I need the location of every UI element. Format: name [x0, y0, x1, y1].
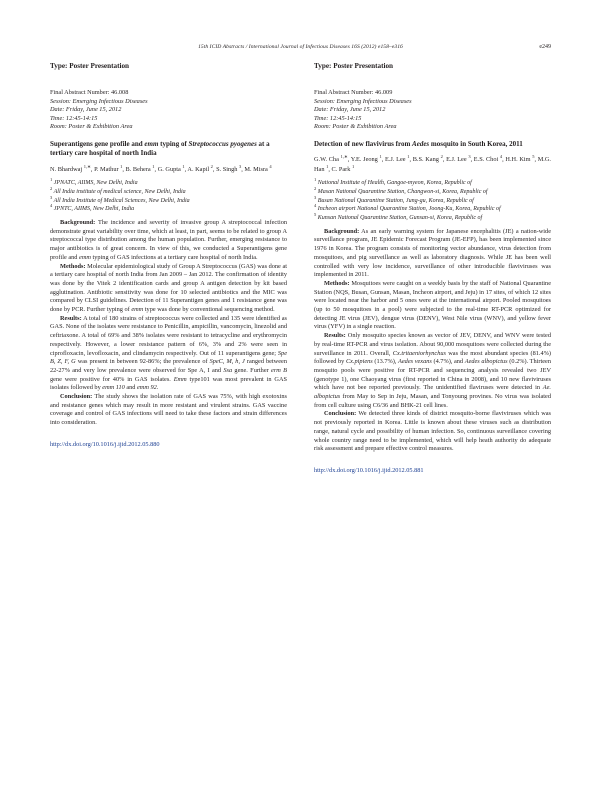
abstract-paragraph: Methods: Molecular epidemiological study of Group A Streptococcus (GAS) was done at a tertiary care hospital of north India from Jan 2009 – Jan 2012. The confirmation of identity was done by the Vitek 2 identification cards and group A antigen detection by kit based agglutination. Antibiotic sensitivity was done for 10 selected antibiotics and the MIC was compared by CLSI guidelines. Detection of 11 Superantigen genes and 1 resistance gene was done by PCR. Further typing of emm type was done by conventional sequencing method.: [50, 262, 287, 314]
abstract-paragraph: Background: As an early warning system for Japanese encephalitis (JE) a nation-wide surveillance program, JE Epidemic Forecast Program (JE-EFP), has been implemented since 1976 in Korea. The program consists of monitoring vector abundance, virus detection from mosquitoes, and pig surveillance as well as laboratory diagnosis. While JE has been well controlled with very low incidence, surveillance of other introducible flaviviruses was implemented in 2011.: [314, 227, 551, 279]
affiliation-text: Busan National Quarantine Station, Jung-gu, Korea, Republic of: [316, 197, 474, 204]
affiliation-number: 5: [314, 212, 317, 217]
page-number: e249: [539, 44, 551, 50]
affiliations: [50, 179, 287, 214]
affiliation-text: JPNATC, AIIMS, New Delhi, India: [52, 180, 138, 187]
journal-reference: 15th ICID Abstracts / International Journal of Infectious Diseases 16S (2012) e158–e316: [198, 44, 403, 50]
affiliation-line: [314, 205, 551, 214]
affiliation-line: [314, 179, 551, 188]
affiliation-text: Kunsan National Quarantine Station, Gunsan-si, Korea, Republic of: [316, 215, 483, 221]
session: Session: Emerging Infectious Diseases: [314, 97, 412, 105]
abstract-number: Final Abstract Number: 46.008: [50, 89, 129, 96]
affiliation-text: Incheon airport National Quarantine Station, Joong-Ku, Korea, Republic of: [316, 206, 501, 213]
affiliation-number: 2: [50, 185, 53, 191]
time: Time: 12:45-14:15: [314, 114, 362, 122]
abstract-body: [50, 219, 287, 428]
affiliation-line: [50, 179, 287, 188]
session: Session: Emerging Infectious Diseases: [50, 97, 148, 105]
affiliation-text: All India Institute of Medical Sciences, New Delhi, India: [52, 197, 190, 204]
affiliation-number: 2: [314, 185, 317, 191]
page-header: [50, 44, 551, 56]
affiliation-number: 1: [50, 177, 53, 183]
affiliation-line: [50, 185, 287, 197]
affiliation-line: [314, 185, 551, 197]
abstract-meta: [50, 89, 287, 132]
room: Room: Poster & Exhibition Area: [50, 123, 133, 131]
affiliations: [314, 179, 551, 223]
abstract-title: Superantigens gene profile and emm typing of Streptococcus pyogenes at a tertiary care hospital of north India: [50, 139, 270, 158]
date: Date: Friday, June 15, 2012: [314, 106, 386, 114]
abstract-paragraph: Background: The incidence and severity of invasive group A streptococcal infection demonstrate great variability over time, which at least, in part, seems to be related to group A streptococcal type distribution among the human population. Further, emerging resistance to major antibiotics is of great concern. In view of this, we conducted a Superantigens gene profile and emm typing of GAS infections at a tertiary care hospital of north India.: [50, 219, 287, 261]
affiliation-line: [50, 194, 287, 209]
abstract-number: Final Abstract Number: 46.009: [314, 89, 393, 96]
doi-link[interactable]: http://dx.doi.org/10.1016/j.ijid.2012.05.880: [50, 440, 160, 448]
author-list: N. Bhardwaj $^{1,∗}$, P. Mathur $^1$, B. Behera $^1$, G. Gupta $^1$, A. Kapil $^2$, S. Singh $^3$, M. Misra $^4$: [50, 163, 272, 173]
abstract-paragraph: Conclusion: The study shows the isolation rate of GAS was 75%, with high exotoxins and resistance genes which may result in more resistant and virulent strains. GAS vaccine coverage and control of GAS infections will need to take these factors and strain differences into consideration.: [50, 393, 287, 427]
abstract-right: [314, 62, 551, 474]
affiliation-text: JPNTC, AIIMS, New Delhi, India: [52, 206, 135, 213]
abstract-meta: [314, 89, 551, 132]
affiliation-number: 3: [314, 194, 317, 200]
affiliation-number: 1: [314, 177, 317, 183]
abstract-body: [314, 228, 551, 454]
presentation-type: Type: Poster Presentation: [314, 62, 394, 70]
affiliation-number: 4: [50, 203, 53, 209]
affiliation-text: National Institute of Health, Gangoe-myeon, Korea, Republic of: [316, 180, 472, 187]
date: Date: Friday, June 15, 2012: [50, 106, 122, 114]
abstract-title: Detection of new flavivirus from Aedes mosquito in South Korea, 2011: [314, 139, 523, 148]
room: Room: Poster & Exhibition Area: [314, 123, 397, 131]
affiliation-line: [314, 214, 551, 223]
affiliation-line: [314, 194, 551, 209]
affiliation-number: 4: [314, 203, 317, 209]
affiliation-line: [50, 205, 287, 214]
presentation-type: Type: Poster Presentation: [50, 62, 130, 70]
abstract-paragraph: Methods: Mosquitoes were caught on a weekly basis by the staff of National Quarantine Station (NQS, Busan, Gunsan, Masan, Incheon airport, and Jeju) in 17 sites, of which 12 sites were located near the harbor and 5 ones were at the international airport. Pooled mosquitoes (up to 50 mosquitoes in a pool) were subjected to the real-time RT-PCR optimized for detecting JE virus (JEV), dengue virus (DENV), West Nile virus (WNV), and yellow fever virus (YFV) in a single reaction.: [314, 279, 551, 331]
abstract-left: [50, 62, 287, 448]
abstract-paragraph: Results: A total of 180 strains of streptococcus were collected and 135 were identified as GAS. None of the isolates were resistance to Penicillin, ampicillin, vancomycin, linezolid and ceftriaxone. A total of 69% and 38% isolates were resistant to tetracycline and erythromycin respectively. However, a lower resistance pattern of 6%, 3% and 2% were seen in ciprofloxacin, levofloxacin, and clindamycin respectively. Out of 11 superantigens gene; Spe B, Z, F, G was present in between 92-86%; the prevalence of SpeC, M, h, J ranged between 22-27% and very low prevalence were observed for Spe A, I and Ssa gene. Further erm B gene were positive for 40% in GAS isolates. Emm type101 was most prevalent in GAS isolates followed by emm 110 and emm 92.: [50, 314, 287, 392]
abstract-paragraph: Conclusion: We detected three kinds of district mosquito-borne flaviviruses which was not previously reported in Korea. Little is known about these viruses such as distribution range, natural cycle and possibility of human infection. So, continuous surveillance covering whole country range need to be implemented, which will help heath authority do adequate risk assessment and prepare effective control measures.: [314, 410, 551, 453]
affiliation-number: 3: [50, 194, 53, 200]
affiliation-text: All India institute of medical science, New Delhi, India: [52, 188, 186, 195]
affiliation-text: Masan National Quarantine Station, Changwon-si, Korea, Republic of: [316, 188, 488, 195]
time: Time: 12:45-14:15: [50, 114, 98, 122]
abstract-paragraph: Results: Only mosquito species known as vector of JEV, DENV, and WNV were tested by real-time RT-PCR and virus isolation. About 90,000 mosquitoes were collected during the surveillance in 2011. Overall, Cx.tritaeniorhynchus was the most abundant species (81.4%) followed by Cx.pipiens (13.7%), Aedes vexans (4.7%), and Aedes albopictus (0.2%). Thirteen mosquito pools were positive for RT-PCR and sequencing analysis revealed two JEV (genotype 1), one Chaoyang virus (first reported in China in 2008), and 10 new flaviviruses which have not bee reported previously. The unidentified flaviruses were detected in Ae. albopictus from May to Sep in Jeju, Masan, and Tonyoung provines. No virus was isolated from cell culture using C6/36 and BHK-21 cell lines.: [314, 332, 551, 409]
doi-link[interactable]: http://dx.doi.org/10.1016/j.ijid.2012.05.881: [314, 466, 424, 474]
author-list: G.W. Cha $^{1,∗}$, Y.E. Jeong $^1$, E.J. Lee $^1$, B.S. Kang $^2$, E.J. Lee $^3$, E.S. Choi $^4$, H.H. Kim $^5$, M.G. Han $^1$, C. Park $^1$: [314, 154, 551, 173]
